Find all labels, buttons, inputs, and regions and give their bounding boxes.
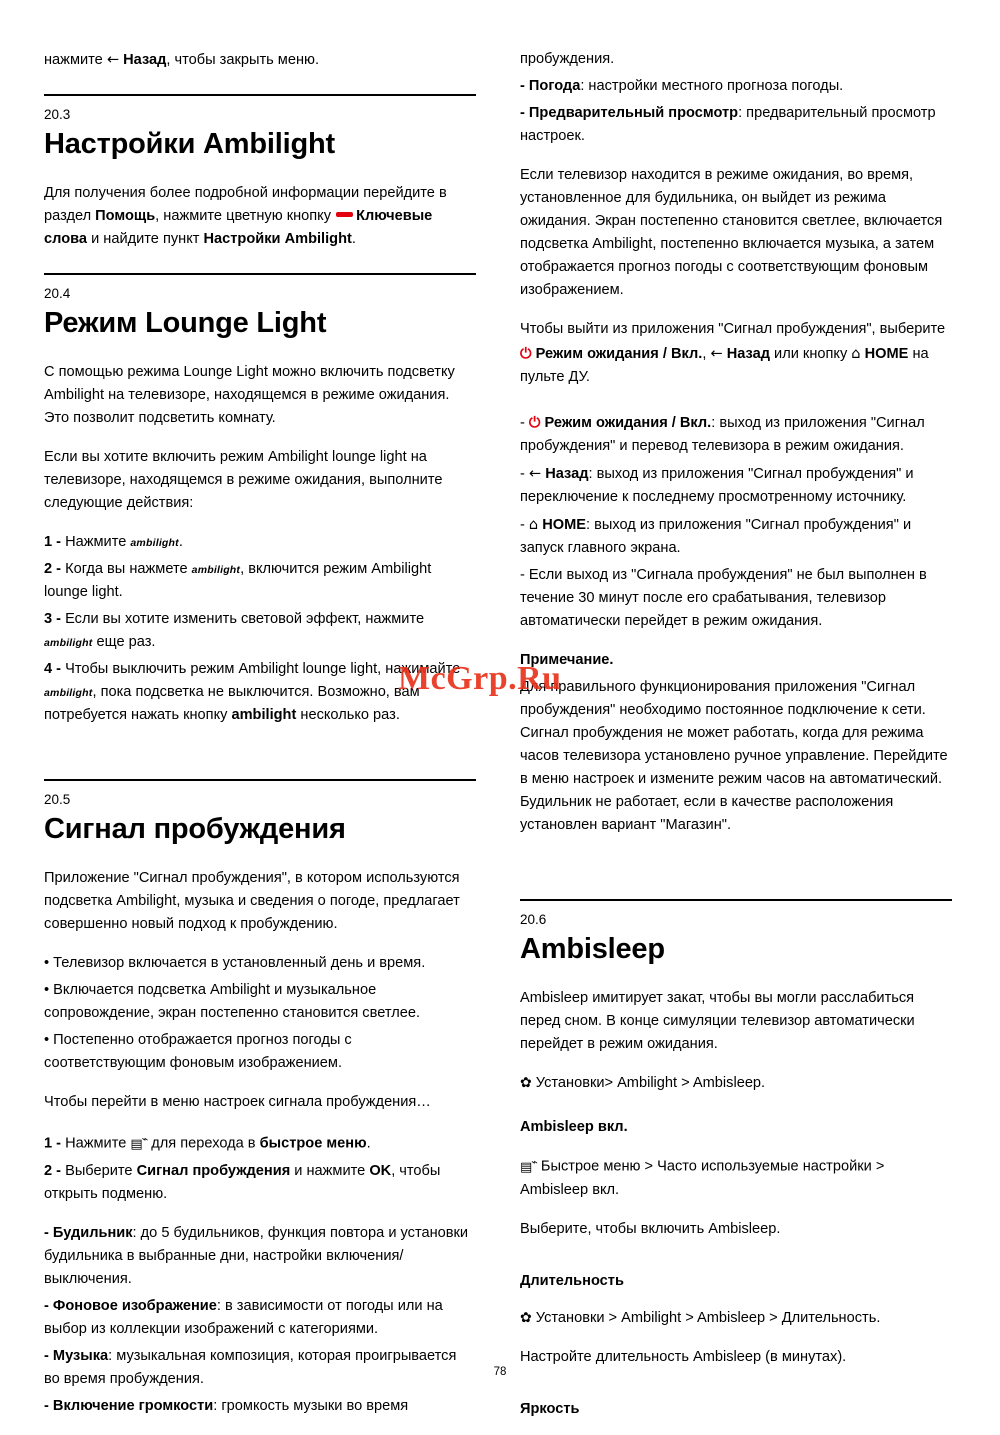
detail-back: - ← Назад: выход из приложения "Сигнал пробуждения" и переключение к последнему просмотренному источнику. <box>520 464 914 505</box>
exit-text-d: на пульте ДУ. <box>520 345 929 385</box>
intro-paragraph <box>44 48 476 72</box>
quick-menu-icon: ▤⌁ <box>130 1132 148 1152</box>
detail-standby-text: : выход из приложения "Сигнал пробуждения" и перевод телевизора в режим ожидания. <box>520 414 925 454</box>
page-number: 78 <box>493 1366 507 1378</box>
section-divider <box>44 94 476 96</box>
standby-label: Режим ожидания / Вкл. <box>535 345 703 362</box>
home-label: HOME <box>864 345 909 362</box>
option-preview <box>520 102 952 148</box>
detail-home: - ⌂ HOME: выход из приложения "Сигнал пробуждения" и запуск главного экрана. <box>520 515 912 556</box>
quick-menu-icon: ▤⌁ <box>520 1155 537 1175</box>
section-title-lounge-light: Режим Lounge Light <box>44 306 327 339</box>
step-3-text: Если вы хотите изменить световой эффект, нажмите <box>61 610 425 627</box>
gear-icon: ✿ <box>520 1075 532 1092</box>
section-number-20-5: 20.5 <box>44 792 71 808</box>
detail-timeout: - Если выход из "Сигнала пробуждения" не был выполнен в течение 30 минут после его срабатывания, телевизор автоматически перейдет в режим ожидания. <box>520 566 927 629</box>
alarm-step-1 <box>44 1130 476 1155</box>
option-background-label: - Фоновое изображение <box>44 1297 217 1314</box>
spacer <box>520 1385 952 1399</box>
standby-behaviour-paragraph: Если телевизор находится в режиме ожидания, во время, установленное для будильника, он выйдет из режима ожидания. Экран постепенно становится светлее, включается подсветка Ambilight, постепенно включается музыка, а затем отображается прогноз погоды с соответствующим фоновым изображением. <box>520 167 943 299</box>
step-2-end: , включится режим Ambilight lounge light. <box>44 560 432 600</box>
two-column-layout <box>44 48 956 1435</box>
section-title-ambisleep: Ambisleep <box>520 933 665 966</box>
section-number-20-6: 20.6 <box>520 912 547 928</box>
home-icon: ⌂ <box>851 344 861 362</box>
section-divider <box>520 899 952 901</box>
help-bold: Помощь <box>95 207 156 224</box>
back-label: Назад <box>726 345 770 362</box>
sunrise-alarm-label: Сигнал пробуждения <box>136 1162 291 1179</box>
spacer <box>520 853 952 877</box>
ambisleep-path-1-text: Установки> Ambilight > Ambisleep. <box>535 1075 766 1092</box>
step-2-text: Когда вы нажмете <box>61 560 192 577</box>
lounge-light-paragraph-2: Если вы хотите включить режим Ambilight lounge light на телевизоре, находящемся в режиме ожидания, выполните следующие действия: <box>44 448 443 511</box>
detail-back-label: Назад <box>545 465 589 482</box>
ambilight-key-icon: ambilight <box>191 563 241 576</box>
detail-home-label: HOME <box>542 516 587 533</box>
step-1-number: 1 - <box>44 533 62 550</box>
option-volume <box>44 1395 476 1418</box>
detail-back-text: : выход из приложения "Сигнал пробуждения" и переключение к последнему просмотренному источнику. <box>520 465 914 505</box>
note-text: Для правильного функционирования приложения "Сигнал пробуждения" необходимо постоянное подключение к сети. Сигнал пробуждения не может работать, когда для режима часов телевизора установлено ручное управление. Перейдите в меню настроек и измените режим часов на автоматический. Будильник не работает, если в качестве расположения установлен вариант "Магазин". <box>520 679 948 834</box>
ambilight-key-icon: ambilight <box>44 687 93 700</box>
intro-post: , чтобы закрыть меню. <box>166 52 320 68</box>
section-title-ambilight-settings: Настройки Ambilight <box>44 127 335 160</box>
alarm-step-2-number: 2 - <box>44 1162 62 1179</box>
quick-menu-label: быстрое меню <box>259 1135 367 1152</box>
ambilight-key-icon: ambilight <box>44 637 93 650</box>
option-weather-label: - Погода <box>520 78 581 95</box>
step-1-end: . <box>178 533 183 550</box>
option-alarm-label: - Будильник <box>44 1224 133 1241</box>
alarm-step-2-text: Выберите <box>61 1162 137 1179</box>
alarm-step-2-text-b: и нажмите <box>290 1162 370 1179</box>
back-arrow-icon: ← <box>710 344 723 362</box>
lounge-step-4 <box>44 658 476 727</box>
help-text-c: и найдите пункт <box>87 230 204 247</box>
option-weather <box>520 75 952 98</box>
back-arrow-icon: ← <box>528 464 542 482</box>
standby-power-icon: ⏻ <box>528 413 541 431</box>
alarm-step-1-text-b: для перехода в <box>147 1135 260 1152</box>
lounge-step-2 <box>44 558 476 604</box>
section-number-20-3: 20.3 <box>44 107 71 123</box>
option-background-text: : в зависимости от погоды или на выбор из коллекции изображений с категориями. <box>44 1297 443 1337</box>
ambisleep-paragraph-1: Ambisleep имитирует закат, чтобы вы могли расслабиться перед сном. В конце симуляции телевизор автоматически перейдет в режим ожидания. <box>520 990 915 1053</box>
back-arrow-icon: ← <box>106 51 120 68</box>
lounge-light-paragraph-1: С помощью режима Lounge Light можно включить подсветку Ambilight на телевизоре, находящемся в режиме ожидания. Это позволит подсветить комнату. <box>44 363 455 426</box>
alarm-step-1-number: 1 - <box>44 1135 62 1152</box>
step-4-end: несколько раз. <box>296 707 400 724</box>
step-4-text-b: , пока подсветка не выключится. Возможно, вам потребуется нажать кнопку <box>44 684 420 724</box>
exit-app-paragraph <box>520 318 952 388</box>
ambisleep-paragraph-2: Выберите, чтобы включить Ambisleep. <box>520 1220 781 1237</box>
exit-text-c: или кнопку <box>770 345 852 362</box>
ambisleep-quick-menu-text: Быстрое меню > Часто используемые настройки > Ambisleep вкл. <box>520 1158 885 1198</box>
alarm-step-1-text: Нажмите <box>61 1135 131 1152</box>
spacer <box>520 1257 952 1271</box>
ambisleep-paragraph-3: Настройте длительность Ambisleep (в минутах). <box>520 1348 847 1365</box>
bullet-2: • Включается подсветка Ambilight и музыкальное сопровождение, экран постепенно становится светлее. <box>44 982 420 1022</box>
option-volume-label: - Включение громкости <box>44 1398 214 1415</box>
note-title: Примечание. <box>520 652 614 669</box>
detail-standby: - ⏻ Режим ожидания / Вкл.: выход из приложения "Сигнал пробуждения" и перевод телевизора в режим ожидания. <box>520 413 925 454</box>
subheading-duration: Длительность <box>520 1272 624 1289</box>
option-preview-text: : предварительный просмотр настроек. <box>520 105 936 145</box>
watermark: McGrp.Ru <box>398 660 562 697</box>
option-volume-text: : громкость музыки во время <box>213 1398 409 1415</box>
option-alarm-text: : до 5 будильников, функция повтора и установки будильника в выбранные дни, настройки включения/выключения. <box>44 1224 469 1287</box>
alarm-step-2 <box>44 1160 476 1206</box>
left-column <box>44 48 476 1422</box>
step-3-number: 3 - <box>44 610 62 627</box>
bullet-3: • Постепенно отображается прогноз погоды с соответствующим фоновым изображением. <box>44 1032 352 1072</box>
option-music-label: - Музыка <box>44 1348 109 1365</box>
back-label: Назад <box>123 52 167 68</box>
lounge-step-3 <box>44 608 476 654</box>
step-1-text: Нажмите <box>61 533 131 550</box>
continued-line: пробуждения. <box>520 51 615 67</box>
help-text-a: Для получения более подробной информации перейдите в раздел <box>44 184 447 224</box>
standby-power-icon: ⏻ <box>520 344 532 362</box>
option-preview-label: - Предварительный просмотр <box>520 105 739 122</box>
option-background <box>44 1295 476 1341</box>
ambisleep-path-2-text: Установки > Ambilight > Ambisleep > Длительность. <box>535 1309 881 1326</box>
detail-home-text: : выход из приложения "Сигнал пробуждения" и запуск главного экрана. <box>520 516 912 556</box>
ambilight-button-label: ambilight <box>231 707 297 724</box>
section-divider <box>44 779 476 781</box>
exit-text-a: Чтобы выйти из приложения "Сигнал пробуждения", выберите <box>520 321 946 338</box>
detail-standby-label: Режим ожидания / Вкл. <box>544 414 712 431</box>
right-column <box>520 48 952 1435</box>
help-text-b: , нажмите цветную кнопку <box>155 207 336 224</box>
subheading-brightness: Яркость <box>520 1400 580 1417</box>
subheading-ambisleep-on: Ambisleep вкл. <box>520 1119 628 1136</box>
ambisleep-path-2 <box>520 1307 952 1330</box>
ambilight-settings-paragraph <box>44 182 476 251</box>
gear-icon: ✿ <box>520 1309 532 1326</box>
option-weather-text: : настройки местного прогноза погоды. <box>580 78 844 95</box>
option-music-text: : музыкальная композиция, которая проигрывается во время пробуждения. <box>44 1348 457 1388</box>
option-alarm <box>44 1222 476 1291</box>
sunrise-alarm-paragraph-1: Приложение "Сигнал пробуждения", в котором используются подсветка Ambilight, музыка и сведения о погоде, предлагает совершенно новый подход к пробуждению. <box>44 869 460 932</box>
alarm-step-1-end: . <box>366 1135 371 1152</box>
ambilight-key-icon: ambilight <box>130 536 179 549</box>
step-4-number: 4 - <box>44 661 62 678</box>
step-3-end: еще раз. <box>92 634 156 651</box>
step-2-number: 2 - <box>44 560 62 577</box>
ok-button-label: OK <box>369 1162 392 1179</box>
step-4-text: Чтобы выключить режим Ambilight lounge light, нажимайте <box>61 661 461 678</box>
ambisleep-path-1 <box>520 1072 952 1095</box>
ambilight-settings-bold: Настройки Ambilight <box>203 230 352 247</box>
ambisleep-quick-menu-path <box>520 1153 952 1201</box>
section-number-20-4: 20.4 <box>44 285 71 301</box>
help-text-d: . <box>351 230 356 247</box>
alarm-step-2-end: , чтобы открыть подменю. <box>44 1162 441 1202</box>
section-title-sunrise-alarm: Сигнал пробуждения <box>44 813 346 846</box>
lounge-step-1 <box>44 531 476 554</box>
home-icon: ⌂ <box>528 515 539 533</box>
section-divider <box>44 273 476 275</box>
sunrise-alarm-paragraph-2: Чтобы перейти в меню настроек сигнала пробуждения… <box>44 1094 431 1111</box>
bullet-1: • Телевизор включается в установленный день и время. <box>44 955 426 972</box>
red-key-icon <box>336 212 353 217</box>
spacer <box>44 743 476 757</box>
exit-text-b: , <box>702 345 711 362</box>
intro-pre: нажмите <box>44 52 107 68</box>
keywords-bold: Ключевые слова <box>44 207 433 247</box>
